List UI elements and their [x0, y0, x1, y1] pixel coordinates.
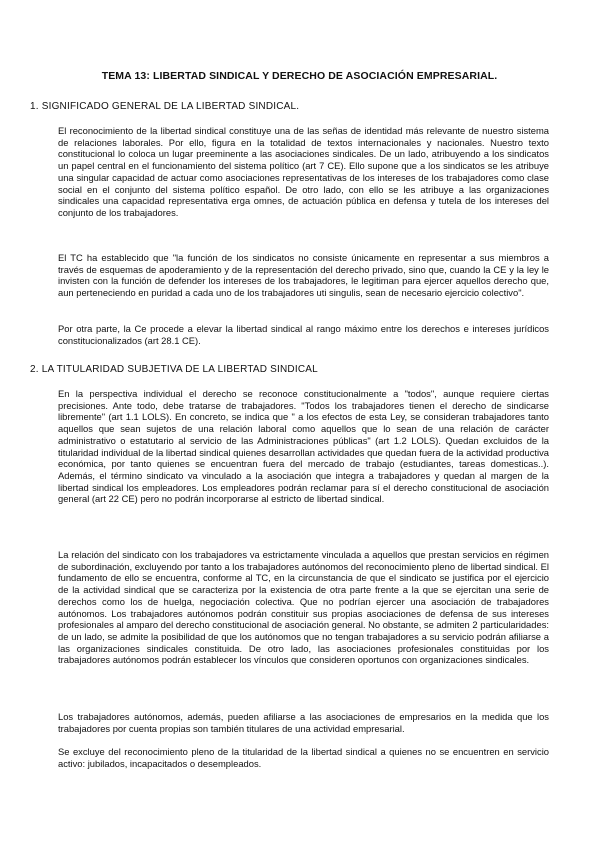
- section-1-paragraph-3: Por otra parte, la Ce procede a elevar la libertad sindical al rango máximo entre los derechos e intereses jurídicos constitucionalizados (art 28.1 CE).: [58, 323, 549, 346]
- section-2-heading: 2. LA TITULARIDAD SUBJETIVA DE LA LIBERTAD SINDICAL: [30, 364, 318, 375]
- section-2-paragraph-4: Se excluye del reconocimiento pleno de la titularidad de la libertad sindical a quienes no se encuentren en servicio activo: jubilados, incapacitados o desempleados.: [58, 746, 549, 769]
- section-2-paragraph-3: Los trabajadores autónomos, además, pueden afiliarse a las asociaciones de empresarios en la medida que los trabajadores por cuenta propias son también titulares de una actividad empresarial.: [58, 711, 549, 734]
- section-2-paragraph-2: La relación del sindicato con los trabajadores va estrictamente vinculada a aquellos que prestan servicios en régimen de subordinación, excluyendo por tanto a los trabajadores autónomos del reconocimiento pleno de libertad sindical. El fundamento de ello se encuentra, conforme al TC, en la circunstancia de que el sindicato se justifica por el ejercicio de la actividad sindical que se caracteriza por la existencia de otra parte frente a la que se ejercitan una serie de derechos como los de huelga, negociación colectiva. Que no podrían ejercer una asociación de trabajadores autónomos. Los trabajadores autónomos podrán constituir sus propias asociaciones de defensa de sus intereses profesionales al amparo del derecho constitucional de asociación general. No obstante, se admiten 2 particularidades: de un lado, se admite la posibilidad de que los autónomos que no tengan trabajadores a su servicio podrán afiliarse a las organizaciones sindicales constituida. De otro lado, las asociaciones profesionales constituidas por los trabajadores autónomos podrán establecer los vínculos que consideren oportunos con organizaciones sindicales.: [58, 549, 549, 666]
- section-2-paragraph-1: En la perspectiva individual el derecho se reconoce constitucionalmente a "todos", aunque requiere ciertas precisiones. Ante todo, debe tratarse de trabajadores. "Todos los trabajadores tienen el derecho de sindicarse libremente" (art 1.1 LOLS). En concreto, se indica que " a los efectos de esta Ley, se consideran trabajadores tanto aquellos que sean sujetos de una relación laboral como aquellos que lo sean de una relación de carácter administrativo o estatutario al servicio de las Administraciones públicas" (art 1.2 LOLS). Quedan excluidos de la titularidad individual de la libertad sindical quienes desarrollan actividades que quedan fuera de la actividad productiva económica, por tanto quienes se encuentran fuera del mercado de trabajo (estudiantes, tareas domesticas..). Además, el término sindicato va vinculado a la asociación que integra a trabajadores y quedan al margen de la libertad sindical los empleadores. Los empleadores podrán reclamar para sí el derecho constitucional de asociación general (art 22 CE) pero no podrán incorporarse al estricto de libertad sindical.: [58, 388, 549, 505]
- section-1-paragraph-2: El TC ha establecido que "la función de los sindicatos no consiste únicamente en representar a sus miembros a través de esquemas de apoderamiento y de la representación del derecho privado, sino que, cuando la CE y la ley le invisten con la función de defender los intereses de los trabajadores, le legitiman para ejercer aquellos derecho que, aun perteneciendo en puridad a cada uno de los trabajadores uti singulis, sean de necesario ejercicio colectivo".: [58, 252, 549, 299]
- document-title: TEMA 13: LIBERTAD SINDICAL Y DERECHO DE ASOCIACIÓN EMPRESARIAL.: [101, 70, 498, 82]
- section-1-paragraph-1: El reconocimiento de la libertad sindical constituye una de las señas de identidad más relevante de nuestro sistema de relaciones laborales. Por ello, figura en la totalidad de textos internacionales y nacionales. Nuestro texto constitucional lo coloca un lugar preeminente a las asociaciones sindicales. De un lado, atribuyendo a los sindicatos un papel central en el funcionamiento del sistema político (art 7 CE). Ello supone que a los sindicatos se les atribuye una singular capacidad de actuar como asociaciones representativas de los intereses de los trabajadores como clase social en el conjunto del sistema político español. De otro lado, con ello se les atribuye a las organizaciones sindicales una capacidad representativa erga omnes, de actuación pública en defensa y tutela de los intereses del conjunto de los trabajadores.: [58, 125, 549, 218]
- section-1-heading: 1. SIGNIFICADO GENERAL DE LA LIBERTAD SINDICAL.: [30, 101, 300, 112]
